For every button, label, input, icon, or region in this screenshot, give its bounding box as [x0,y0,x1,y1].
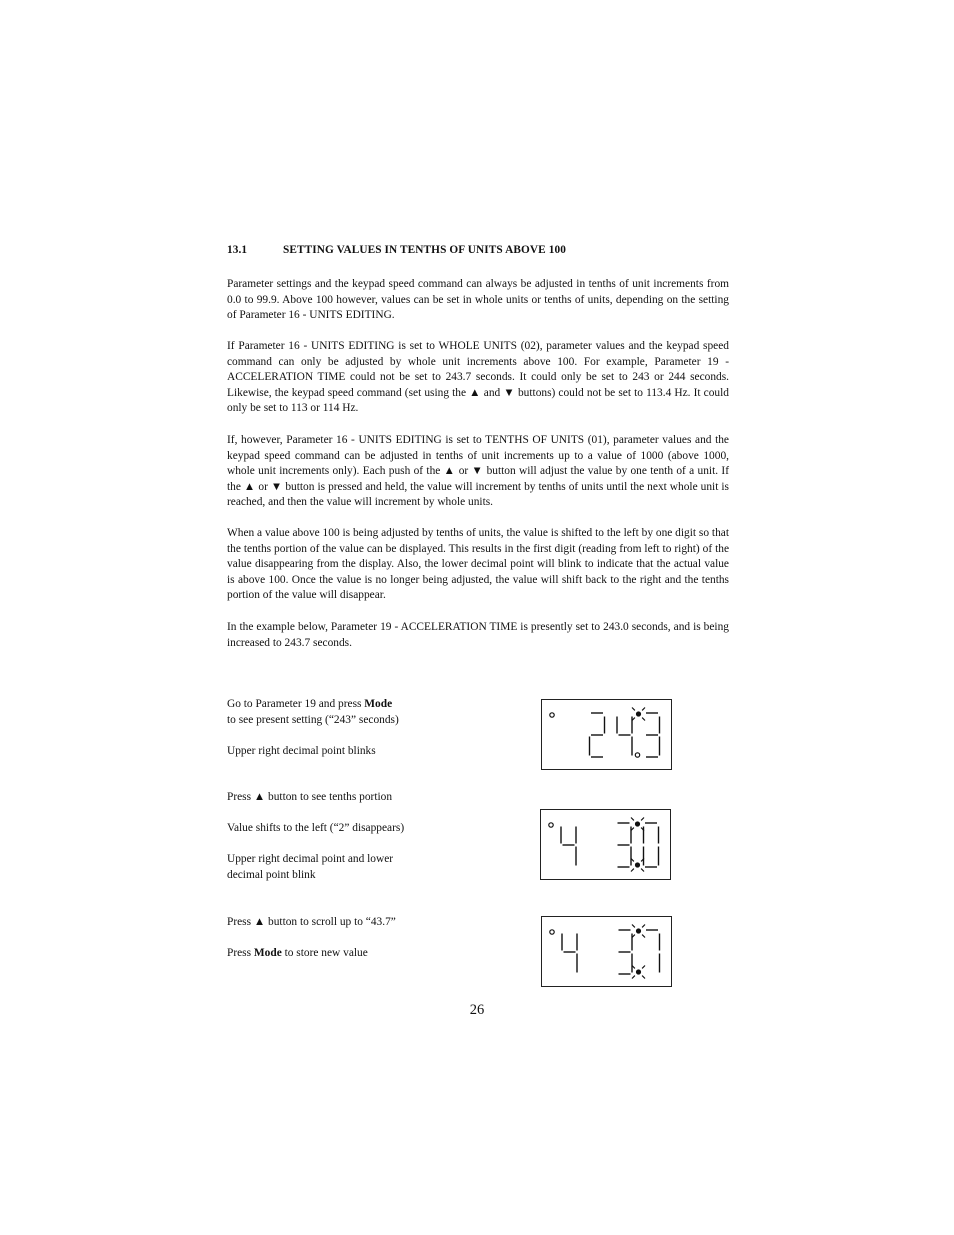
blinking-lower-decimal-point [632,966,645,979]
led-display-437 [541,916,672,987]
blinking-upper-decimal-point [631,818,644,831]
section-title: SETTING VALUES IN TENTHS OF UNITS ABOVE 100 [283,244,566,256]
step-3-line-2: Press Mode to store new value [227,947,368,959]
step-2-text [227,790,477,883]
digit-3 [617,717,632,756]
seven-segment-display [541,810,672,881]
paragraph-3: If, however, Parameter 16 - UNITS EDITING is set to TENTHS OF UNITS (01), parameter values and the keypad speed command can be adjusted in tenths of unit increments up to a value of 1000 (above 1000, whole unit increments only). Each push of the ▲ or ▼ button will adjust the value by one tenth of a unit. If the ▲ or ▼ button is pressed and held, the value will increment by tenths of units until the next whole unit is reached, and then the value will increment by whole units. [227,434,729,508]
seven-segment-display [542,917,673,988]
step-2-line-2: Value shifts to the left (“2” disappears) [227,822,405,834]
digit-4 [644,823,659,867]
blinking-upper-decimal-point [632,925,645,938]
led-display-243 [541,699,672,770]
mode-keyword: Mode [253,947,282,959]
page-number: 26 [469,1002,485,1018]
indicator-dot [550,930,554,934]
paragraph-5: In the example below, Parameter 19 - ACCELERATION TIME is presently set to 243.0 seconds, and is being increased to 243.7 seconds. [227,621,729,649]
lower-decimal-point [635,753,639,757]
step-1-line-3: Upper right decimal point blinks [227,744,376,757]
digit-1 [562,934,577,973]
digit-1 [561,827,576,866]
digit-3 [618,823,632,867]
step-3-text [227,915,477,962]
mode-keyword: Mode [364,698,393,710]
paragraph-2: If Parameter 16 - UNITS EDITING is set to WHOLE UNITS (02), parameter values and the keypad speed command can only be adjusted by whole unit increments above 100. For example, Parameter 19 - ACCELERATION TIME could not be set to 243.7 seconds. It could only be set to 243 or 244 seconds. Likewise, the keypad speed command (set using the ▲ and ▼ buttons) could not be set to 113.4 Hz. It could only be set to 113 or 114 Hz. [227,340,729,414]
paragraph-4: When a value above 100 is being adjusted by tenths of units, the value is shifted to the left by one digit so that the tenths portion of the value can be displayed. This results in the first digit (reading from left to right) of the value disappearing from the display. Also, the lower decimal point will blink to indicate that the actual value is above 100. Once the value is no longer being adjusted, the value will shift back to the right and the tenths portion of the value will disappear. [227,527,729,601]
step-1-line-1: Go to Parameter 19 and press Mode [227,698,393,710]
step-2-line-1: Press ▲ button to see tenths portion [227,791,393,803]
indicator-dot [550,713,554,717]
led-display-430 [540,809,671,880]
step-2-line-4: decimal point blink [227,868,316,881]
step-3-line-1: Press ▲ button to scroll up to “43.7” [227,916,396,928]
section-number: 13.1 [227,244,248,256]
seven-segment-display [542,700,673,771]
paragraph-1: Parameter settings and the keypad speed command can always be adjusted in tenths of unit increments from 0.0 to 99.9. Above 100 however, values can be set in whole units or tenths of units, depending on the setting of Parameter 16 - UNITS EDITING. [227,278,729,321]
digit-4 [646,713,660,757]
blinking-upper-decimal-point [632,708,645,721]
digit-2 [590,713,605,757]
step-1-line-2: to see present setting (“243” seconds) [227,713,399,726]
blinking-lower-decimal-point [631,859,644,872]
step-1-text [227,697,477,759]
indicator-dot [549,823,553,827]
digit-3 [619,930,633,974]
digit-4 [646,930,660,973]
section-heading [227,244,729,256]
step-2-line-3: Upper right decimal point and lower [227,853,394,865]
